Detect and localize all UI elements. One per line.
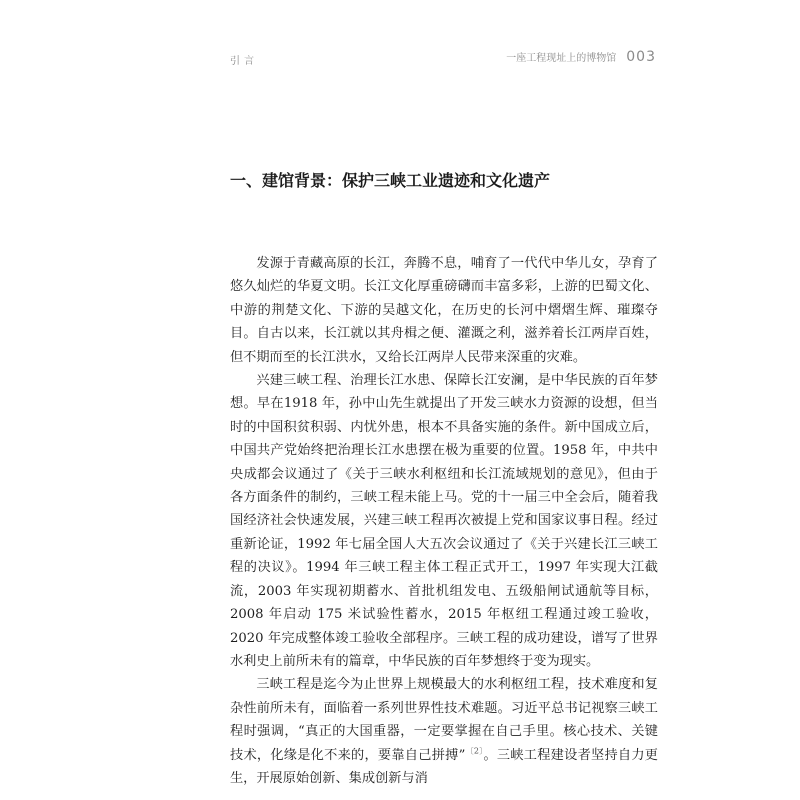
citation-marker: 〔2〕 [465, 746, 484, 756]
running-title: 一座工程现址上的博物馆 [506, 53, 617, 64]
section-label: 引言 [230, 56, 258, 67]
running-header [506, 49, 656, 65]
paragraph-text: 三峡工程是迄今为止世界上规模最大的水利枢纽工程，技术难度和复杂性前所未有，面临着一系列世界性技术难题。习近平总书记视察三峡工程时强调，“真正的大国重器，一定要掌握在自己手里。核心技术、关键技术，化缘是化不来的，要靠自己拼搏” [230, 677, 658, 763]
body-text [230, 252, 658, 790]
page-number: 003 [626, 49, 656, 65]
paragraph: 发源于青藏高原的长江，奔腾不息，哺育了一代代中华儿女，孕育了悠久灿烂的华夏文明。长江文化厚重磅礴而丰富多彩，上游的巴蜀文化、中游的荆楚文化、下游的吴越文化，在历史的长河中熠熠生辉、璀璨夺目。自古以来，长江就以其舟楫之便、灌溉之利，滋养着长江两岸百姓，但不期而至的长江洪水，又给长江两岸人民带来深重的灾难。 [230, 256, 658, 365]
section-heading: 一、建馆背景：保护三峡工业遗迹和文化遗产 [230, 171, 551, 190]
paragraph: 兴建三峡工程、治理长江水患、保障长江安澜，是中华民族的百年梦想。早在1918 年，孙中山先生就提出了开发三峡水力资源的设想，但当时的中国积贫积弱、内忧外患，根本不具备实施的条件。新中国成立后，中国共产党始终把治理长江水患摆在极为重要的位置。1958 年，中共中央成都会议通过了《关于三峡水利枢纽和长江流域规划的意见》，但由于各方面条件的制约，三峡工程未能上马。党的十一届三中全会后，随着我国经济社会快速发展，兴建三峡工程再次被提上党和国家议事日程。经过重新论证，1992 年七届全国人大五次会议通过了《关于兴建长江三峡工程的决议》。1994 年三峡工程主体工程正式开工，1997 年实现大江截流，2003 年实现初期蓄水、首批机组发电、五级船闸试通航等目标，2008 年启动 175 米试验性蓄水，2015 年枢纽工程通过竣工验收，2020 年完成整体竣工验收全部程序。三峡工程的成功建设，谱写了世界水利史上前所未有的篇章，中华民族的百年梦想终于变为现实。 [230, 373, 658, 669]
paragraph-text: 。三峡工程建设者坚持自力更生，开展原始创新、集成创新与消 [230, 747, 658, 786]
paragraph [230, 673, 658, 790]
